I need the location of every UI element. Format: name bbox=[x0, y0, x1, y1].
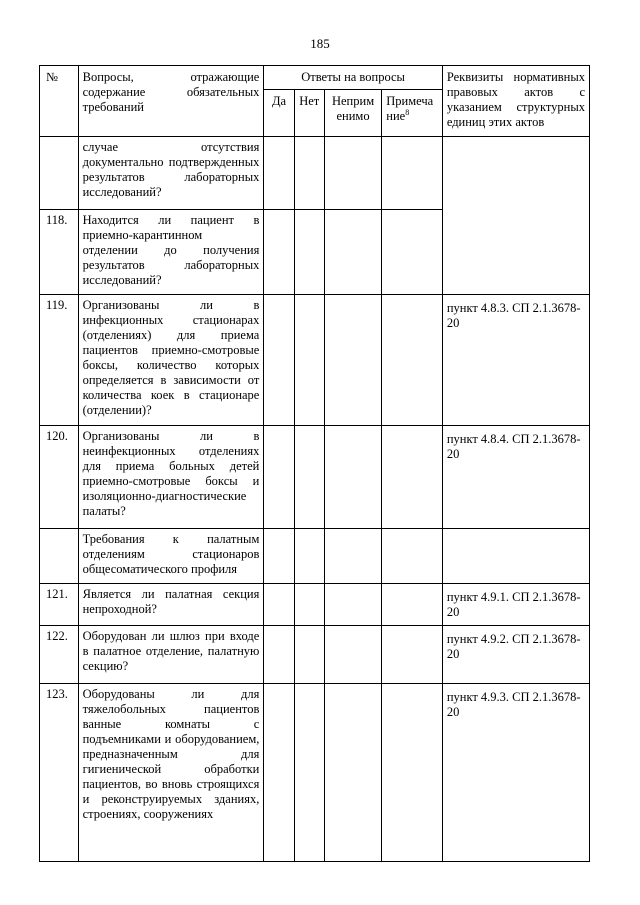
row-ref: пункт 4.9.2. СП 2.1.3678-20 bbox=[442, 626, 589, 684]
row-note-cell bbox=[382, 295, 443, 426]
row-note-cell bbox=[382, 584, 443, 626]
row-ref: пункт 4.9.1. СП 2.1.3678-20 bbox=[442, 584, 589, 626]
row-num: 120. bbox=[40, 426, 79, 529]
row-question: Организованы ли в инфекционных стационарах (отделениях) для приема пациентов приемно-смотровые боксы, количество которых определяется в зависимости от количества коек в стационаре (отделении)? bbox=[78, 295, 264, 426]
table-row bbox=[40, 426, 590, 529]
row-note-cell bbox=[382, 684, 443, 862]
row-note-cell bbox=[382, 137, 443, 210]
header-yes: Да bbox=[264, 90, 294, 137]
row-no-cell bbox=[294, 529, 324, 584]
row-question: Организованы ли в неинфекционных отделениях для приема больных детей приемно-смотровые боксы и изоляционно-диагностические палаты? bbox=[78, 426, 264, 529]
row-ref: пункт 4.8.3. СП 2.1.3678-20 bbox=[442, 295, 589, 426]
row-yes-cell bbox=[264, 584, 294, 626]
row-note-cell bbox=[382, 626, 443, 684]
row-num bbox=[40, 529, 79, 584]
row-num: 118. bbox=[40, 210, 79, 295]
header-no: Нет bbox=[294, 90, 324, 137]
header-requisites: Реквизиты нормативных правовых актов с указанием структурных единиц этих актов bbox=[442, 66, 589, 137]
row-na-cell bbox=[324, 626, 381, 684]
row-no-cell bbox=[294, 137, 324, 210]
row-ref bbox=[442, 529, 589, 584]
row-num: 121. bbox=[40, 584, 79, 626]
row-question: Оборудованы ли для тяжелобольных пациентов ванные комнаты с подъемниками и оборудованием, предназначенным для гигиенической обработки пациентов, во вновь строящихся и реконструируемых зданиях, строениях, сооружениях bbox=[78, 684, 264, 862]
table-row bbox=[40, 684, 590, 862]
section-row bbox=[40, 529, 590, 584]
row-num: 122. bbox=[40, 626, 79, 684]
header-note-sup: 8 bbox=[405, 107, 410, 117]
header-note-text: Примеча ние bbox=[386, 94, 434, 123]
row-no-cell bbox=[294, 584, 324, 626]
row-na-cell bbox=[324, 426, 381, 529]
row-yes-cell bbox=[264, 210, 294, 295]
row-question: Является ли палатная секция непроходной? bbox=[78, 584, 264, 626]
row-yes-cell bbox=[264, 137, 294, 210]
row-yes-cell bbox=[264, 684, 294, 862]
row-yes-cell bbox=[264, 426, 294, 529]
row-no-cell bbox=[294, 295, 324, 426]
table-row bbox=[40, 584, 590, 626]
row-na-cell bbox=[324, 295, 381, 426]
row-ref bbox=[442, 137, 589, 295]
row-ref: пункт 4.8.4. СП 2.1.3678-20 bbox=[442, 426, 589, 529]
row-num: 119. bbox=[40, 295, 79, 426]
row-na-cell bbox=[324, 137, 381, 210]
row-na-cell bbox=[324, 684, 381, 862]
row-yes-cell bbox=[264, 295, 294, 426]
row-note-cell bbox=[382, 210, 443, 295]
page-number: 185 bbox=[310, 36, 330, 51]
row-yes-cell bbox=[264, 626, 294, 684]
row-no-cell bbox=[294, 426, 324, 529]
header-answers: Ответы на вопросы bbox=[264, 66, 442, 90]
header-na: Неприм енимо bbox=[324, 90, 381, 137]
header-row-1 bbox=[40, 66, 590, 90]
header-note bbox=[382, 90, 443, 137]
section-title: Требования к палатным отделениям стационаров общесоматического профиля bbox=[78, 529, 264, 584]
table-row bbox=[40, 295, 590, 426]
checklist-table bbox=[39, 65, 590, 862]
row-no-cell bbox=[294, 626, 324, 684]
row-ref: пункт 4.9.3. СП 2.1.3678-20 bbox=[442, 684, 589, 862]
table-row bbox=[40, 626, 590, 684]
row-note-cell bbox=[382, 529, 443, 584]
row-no-cell bbox=[294, 210, 324, 295]
row-na-cell bbox=[324, 210, 381, 295]
row-na-cell bbox=[324, 529, 381, 584]
header-num: № bbox=[40, 66, 79, 137]
row-num bbox=[40, 137, 79, 210]
row-num: 123. bbox=[40, 684, 79, 862]
row-yes-cell bbox=[264, 529, 294, 584]
row-question: Находится ли пациент в приемно-карантинном отделении до получения результатов лабораторных исследований? bbox=[78, 210, 264, 295]
table-row bbox=[40, 137, 590, 210]
row-note-cell bbox=[382, 426, 443, 529]
row-no-cell bbox=[294, 684, 324, 862]
header-questions: Вопросы, отражающие содержание обязательных требований bbox=[78, 66, 264, 137]
row-question: случае отсутствия документально подтвержденных результатов лабораторных исследований? bbox=[78, 137, 264, 210]
row-question: Оборудован ли шлюз при входе в палатное отделение, палатную секцию? bbox=[78, 626, 264, 684]
row-na-cell bbox=[324, 584, 381, 626]
